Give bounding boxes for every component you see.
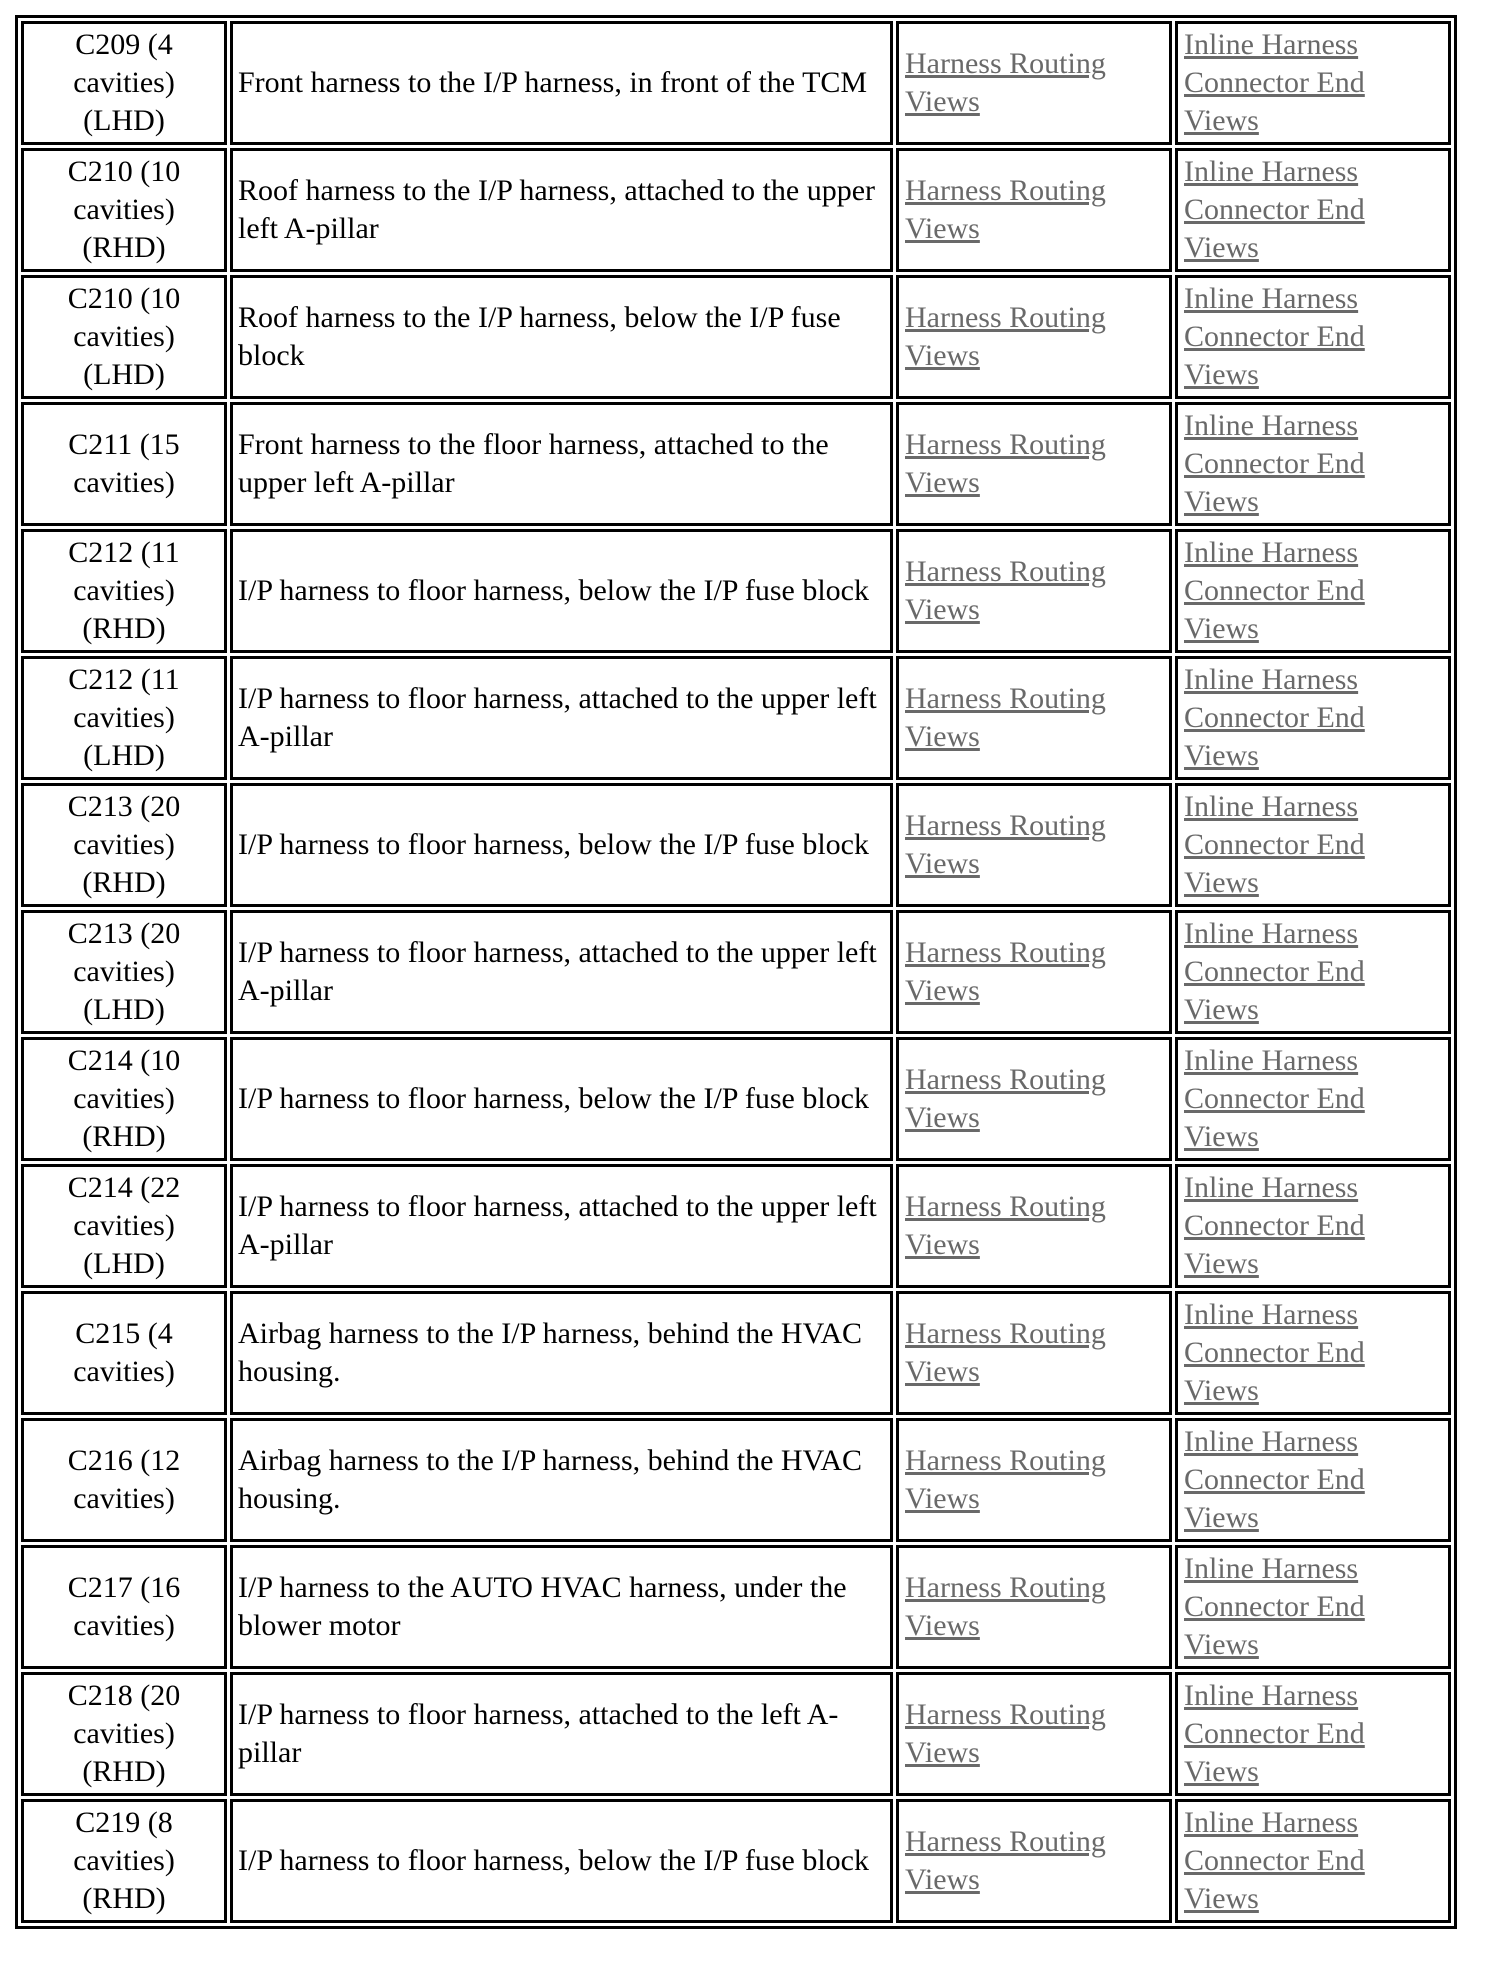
inline-harness-connector-end-views-link[interactable]: Inline Harness Connector End Views: [1184, 1679, 1365, 1788]
harness-routing-views-link[interactable]: Harness Routing Views: [905, 1063, 1106, 1134]
connector-id-cell: [21, 275, 227, 399]
harness-routing-cell: [896, 1799, 1172, 1923]
harness-routing-cell: [896, 275, 1172, 399]
connector-description: Front harness to the I/P harness, in front of the TCM: [238, 66, 868, 99]
harness-routing-cell: [896, 21, 1172, 145]
connector-table-body: [21, 21, 1451, 1923]
connector-description-cell: [230, 1545, 893, 1669]
connector-description-cell: [230, 910, 893, 1034]
inline-end-views-cell: [1175, 21, 1451, 145]
table-row: [21, 21, 1451, 145]
harness-routing-cell: [896, 1672, 1172, 1796]
inline-end-views-cell: [1175, 910, 1451, 1034]
inline-end-views-cell: [1175, 1799, 1451, 1923]
connector-description: I/P harness to floor harness, below the I/P fuse block: [238, 828, 869, 861]
connector-description-cell: [230, 1418, 893, 1542]
connector-id-cell: [21, 656, 227, 780]
inline-end-views-cell: [1175, 1418, 1451, 1542]
connector-id: C212 (11 cavities) (RHD): [68, 536, 180, 645]
table-row: [21, 1672, 1451, 1796]
harness-routing-views-link[interactable]: Harness Routing Views: [905, 1825, 1106, 1896]
connector-id-cell: [21, 783, 227, 907]
inline-end-views-cell: [1175, 1291, 1451, 1415]
table-row: [21, 1799, 1451, 1923]
harness-routing-cell: [896, 1545, 1172, 1669]
connector-table: [15, 15, 1457, 1929]
table-row: [21, 910, 1451, 1034]
connector-id: C209 (4 cavities) (LHD): [73, 28, 175, 137]
connector-id: C218 (20 cavities) (RHD): [67, 1679, 181, 1788]
connector-id: C217 (16 cavities): [67, 1571, 181, 1642]
harness-routing-views-link[interactable]: Harness Routing Views: [905, 1571, 1106, 1642]
connector-description-cell: [230, 1672, 893, 1796]
connector-id-cell: [21, 1291, 227, 1415]
inline-end-views-cell: [1175, 1545, 1451, 1669]
connector-description: Airbag harness to the I/P harness, behind the HVAC housing.: [238, 1444, 863, 1515]
inline-harness-connector-end-views-link[interactable]: Inline Harness Connector End Views: [1184, 536, 1365, 645]
inline-harness-connector-end-views-link[interactable]: Inline Harness Connector End Views: [1184, 1425, 1365, 1534]
inline-harness-connector-end-views-link[interactable]: Inline Harness Connector End Views: [1184, 663, 1365, 772]
connector-id: C211 (15 cavities): [68, 428, 180, 499]
connector-id-cell: [21, 21, 227, 145]
connector-description-cell: [230, 529, 893, 653]
harness-routing-views-link[interactable]: Harness Routing Views: [905, 1317, 1106, 1388]
connector-id-cell: [21, 1799, 227, 1923]
harness-routing-cell: [896, 910, 1172, 1034]
table-row: [21, 1418, 1451, 1542]
connector-description-cell: [230, 1037, 893, 1161]
inline-harness-connector-end-views-link[interactable]: Inline Harness Connector End Views: [1184, 1044, 1365, 1153]
connector-description-cell: [230, 275, 893, 399]
connector-description-cell: [230, 1164, 893, 1288]
connector-description-cell: [230, 656, 893, 780]
harness-routing-views-link[interactable]: Harness Routing Views: [905, 936, 1106, 1007]
inline-harness-connector-end-views-link[interactable]: Inline Harness Connector End Views: [1184, 409, 1365, 518]
connector-id: C210 (10 cavities) (LHD): [67, 282, 181, 391]
harness-routing-views-link[interactable]: Harness Routing Views: [905, 428, 1106, 499]
harness-routing-views-link[interactable]: Harness Routing Views: [905, 1698, 1106, 1769]
connector-id: C219 (8 cavities) (RHD): [73, 1806, 175, 1915]
inline-end-views-cell: [1175, 1672, 1451, 1796]
connector-description: I/P harness to the AUTO HVAC harness, under the blower motor: [238, 1571, 847, 1642]
inline-harness-connector-end-views-link[interactable]: Inline Harness Connector End Views: [1184, 917, 1365, 1026]
harness-routing-cell: [896, 1037, 1172, 1161]
connector-id-cell: [21, 402, 227, 526]
connector-description: Airbag harness to the I/P harness, behind the HVAC housing.: [238, 1317, 863, 1388]
harness-routing-cell: [896, 783, 1172, 907]
connector-id: C213 (20 cavities) (LHD): [67, 917, 181, 1026]
inline-harness-connector-end-views-link[interactable]: Inline Harness Connector End Views: [1184, 28, 1365, 137]
connector-id: C213 (20 cavities) (RHD): [67, 790, 181, 899]
inline-harness-connector-end-views-link[interactable]: Inline Harness Connector End Views: [1184, 1552, 1365, 1661]
harness-routing-views-link[interactable]: Harness Routing Views: [905, 682, 1106, 753]
table-row: [21, 402, 1451, 526]
harness-routing-views-link[interactable]: Harness Routing Views: [905, 555, 1106, 626]
connector-id-cell: [21, 148, 227, 272]
connector-id: C214 (10 cavities) (RHD): [67, 1044, 181, 1153]
connector-description: Roof harness to the I/P harness, attached to the upper left A-pillar: [238, 174, 876, 245]
inline-end-views-cell: [1175, 148, 1451, 272]
table-row: [21, 529, 1451, 653]
connector-description-cell: [230, 148, 893, 272]
harness-routing-cell: [896, 656, 1172, 780]
harness-routing-views-link[interactable]: Harness Routing Views: [905, 301, 1106, 372]
connector-id-cell: [21, 529, 227, 653]
connector-id: C214 (22 cavities) (LHD): [67, 1171, 181, 1280]
harness-routing-views-link[interactable]: Harness Routing Views: [905, 174, 1106, 245]
harness-routing-views-link[interactable]: Harness Routing Views: [905, 1444, 1106, 1515]
harness-routing-views-link[interactable]: Harness Routing Views: [905, 47, 1106, 118]
connector-description: I/P harness to floor harness, attached to the upper left A-pillar: [238, 936, 877, 1007]
connector-description: Roof harness to the I/P harness, below the I/P fuse block: [238, 301, 841, 372]
harness-routing-views-link[interactable]: Harness Routing Views: [905, 1190, 1106, 1261]
connector-id: C212 (11 cavities) (LHD): [68, 663, 180, 772]
inline-end-views-cell: [1175, 402, 1451, 526]
connector-description: I/P harness to floor harness, attached to the left A-pillar: [238, 1698, 839, 1769]
connector-description-cell: [230, 21, 893, 145]
connector-id: C210 (10 cavities) (RHD): [67, 155, 181, 264]
table-row: [21, 656, 1451, 780]
connector-id-cell: [21, 1164, 227, 1288]
harness-routing-cell: [896, 148, 1172, 272]
connector-id: C216 (12 cavities): [67, 1444, 181, 1515]
connector-description-cell: [230, 783, 893, 907]
inline-harness-connector-end-views-link[interactable]: Inline Harness Connector End Views: [1184, 1171, 1365, 1280]
harness-routing-cell: [896, 1418, 1172, 1542]
connector-id-cell: [21, 1037, 227, 1161]
harness-routing-views-link[interactable]: Harness Routing Views: [905, 809, 1106, 880]
table-row: [21, 1164, 1451, 1288]
connector-id-cell: [21, 1545, 227, 1669]
connector-description-cell: [230, 1799, 893, 1923]
connector-description: I/P harness to floor harness, attached to the upper left A-pillar: [238, 1190, 877, 1261]
inline-harness-connector-end-views-link[interactable]: Inline Harness Connector End Views: [1184, 1806, 1365, 1915]
inline-harness-connector-end-views-link[interactable]: Inline Harness Connector End Views: [1184, 790, 1365, 899]
harness-routing-cell: [896, 402, 1172, 526]
connector-description: I/P harness to floor harness, below the I/P fuse block: [238, 1082, 869, 1115]
connector-description: Front harness to the floor harness, attached to the upper left A-pillar: [238, 428, 829, 499]
inline-harness-connector-end-views-link[interactable]: Inline Harness Connector End Views: [1184, 155, 1365, 264]
connector-description-cell: [230, 1291, 893, 1415]
connector-description: I/P harness to floor harness, attached to the upper left A-pillar: [238, 682, 877, 753]
table-row: [21, 275, 1451, 399]
inline-end-views-cell: [1175, 1164, 1451, 1288]
inline-end-views-cell: [1175, 275, 1451, 399]
inline-harness-connector-end-views-link[interactable]: Inline Harness Connector End Views: [1184, 282, 1365, 391]
inline-end-views-cell: [1175, 1037, 1451, 1161]
connector-description: I/P harness to floor harness, below the I/P fuse block: [238, 1844, 869, 1877]
connector-id-cell: [21, 1672, 227, 1796]
harness-routing-cell: [896, 1291, 1172, 1415]
manual-page: [0, 15, 1504, 1929]
connector-description-cell: [230, 402, 893, 526]
table-row: [21, 148, 1451, 272]
table-row: [21, 1037, 1451, 1161]
connector-description: I/P harness to floor harness, below the I/P fuse block: [238, 574, 869, 607]
connector-id-cell: [21, 910, 227, 1034]
harness-routing-cell: [896, 529, 1172, 653]
connector-id: C215 (4 cavities): [73, 1317, 175, 1388]
table-row: [21, 1291, 1451, 1415]
table-row: [21, 1545, 1451, 1669]
inline-end-views-cell: [1175, 783, 1451, 907]
inline-harness-connector-end-views-link[interactable]: Inline Harness Connector End Views: [1184, 1298, 1365, 1407]
inline-end-views-cell: [1175, 529, 1451, 653]
table-row: [21, 783, 1451, 907]
connector-id-cell: [21, 1418, 227, 1542]
harness-routing-cell: [896, 1164, 1172, 1288]
inline-end-views-cell: [1175, 656, 1451, 780]
